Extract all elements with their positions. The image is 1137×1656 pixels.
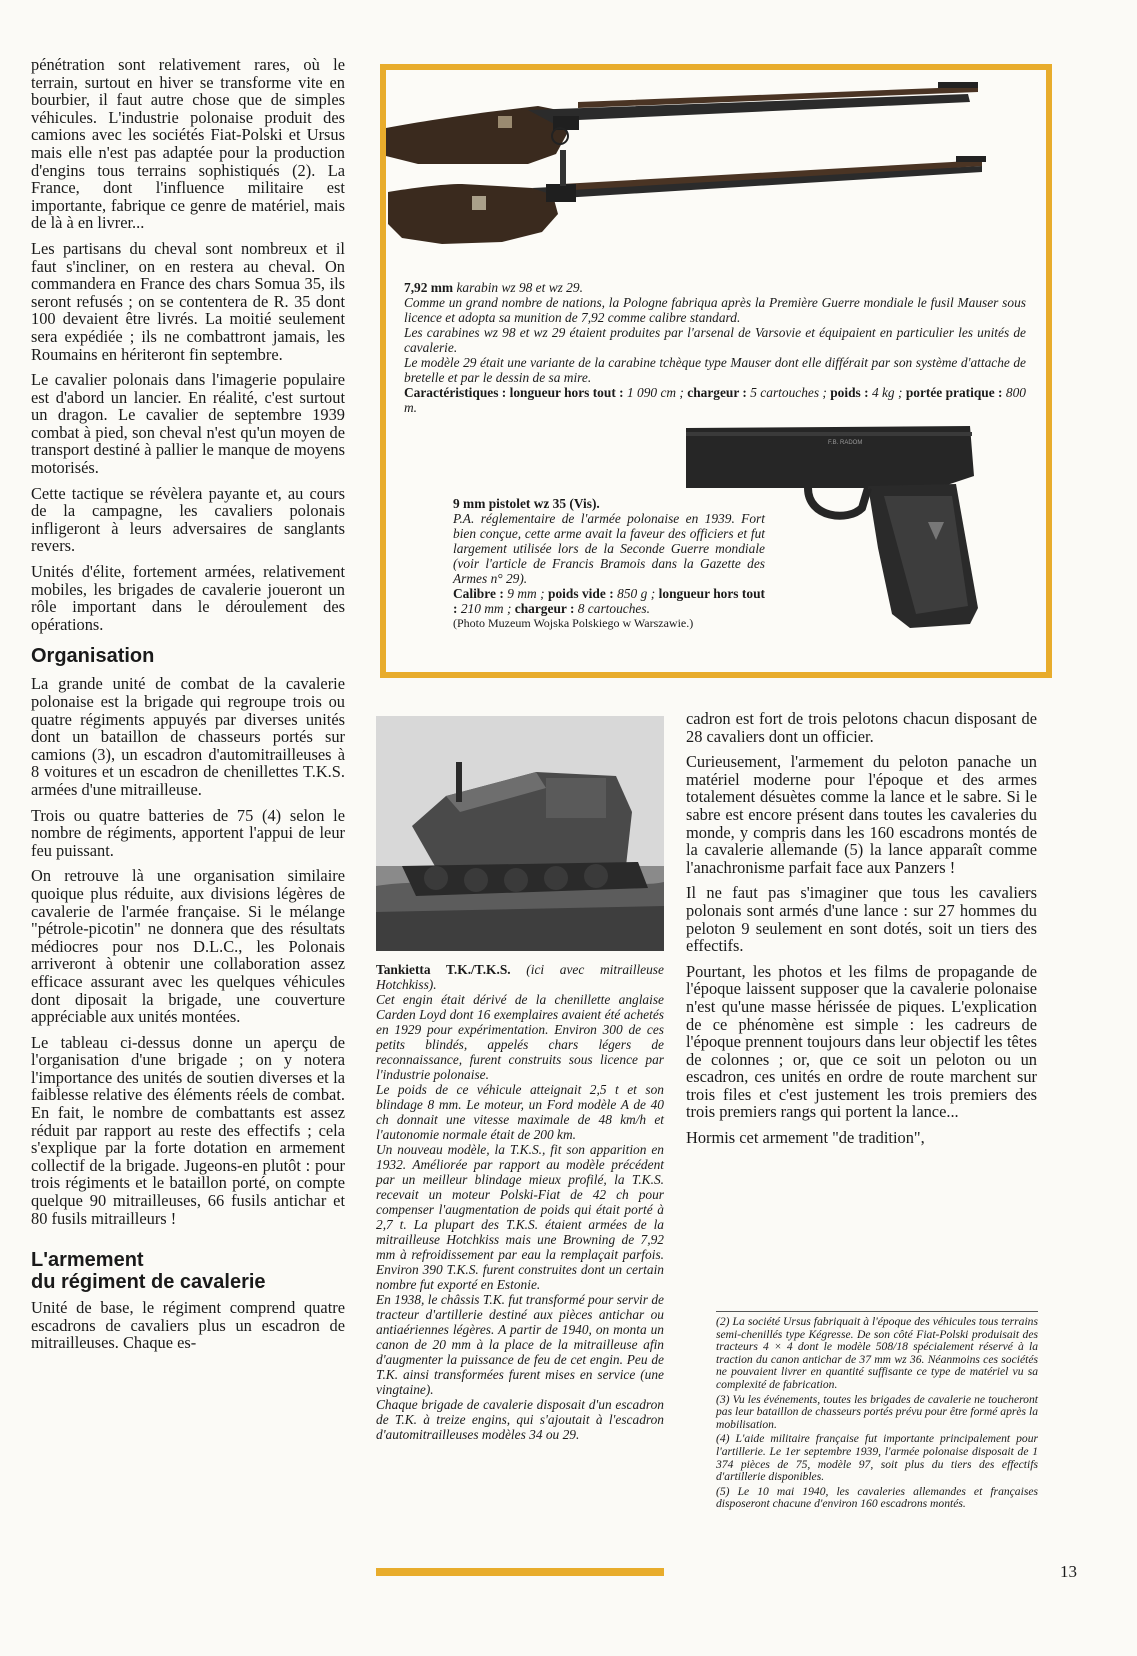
paragraph: Trois ou quatre batteries de 75 (4) selon le nombre de régiments, apportent l'appui de leur feu puissant.: [31, 805, 345, 860]
spec-value: 8 cartouches.: [577, 601, 650, 616]
paragraph: Le tableau ci-dessus donne un aperçu de l'organisation d'une brigade ; on y notera l'importance des unités de soutien diverses et la faiblesse relative des éléments réels de combat. En fait, le nombre de combattants est assez réduit par rapport au reste des effectifs ; cela s'explique par la forte dotation en armement collectif de la brigade. Jugeons-en plutôt : pour trois régiments et le bataillon porté, on compte quelque 90 mitrailleuses, 66 fusils antichar et 80 fusils mitrailleurs !: [31, 1032, 345, 1228]
tankette-title-text: Tankietta T.K./T.K.S.: [376, 962, 511, 977]
column-left: [31, 56, 345, 1360]
paragraph: Hormis cet armement "de tradition",: [686, 1128, 925, 1148]
paragraph: pénétration sont relativement rares, où le terrain, surtout en hiver se transforme vite en bourbier, il faut autre chose que de simples véhicules. L'industrie polonaise produit des camions avec les sociétés Fiat-Polski et Ursus mais elle n'est pas adaptée pour la production d'engins tous terrains sophistiqués (2). La France, dont l'influence militaire est importante, fabrique ce genre de matériel, mais de là à en livrer...: [31, 55, 345, 233]
weapons-box: [380, 64, 1052, 678]
spec-label: portée pratique :: [905, 385, 1003, 400]
paragraph: Unité de base, le régiment comprend quatre escadrons de cavaliers plus un escadron de mitrailleuses. Chaque es-: [31, 1298, 345, 1353]
tankette-title: [376, 962, 664, 992]
spec-value: 210 mm ;: [460, 601, 512, 616]
spec-value: 9 mm ;: [507, 586, 545, 601]
spec-label: Caractéristiques : longueur hors tout :: [404, 385, 624, 400]
spec-label: poids :: [830, 385, 869, 400]
tankette-text: Chaque brigade de cavalerie disposait d'un escadron de T.K. à treize engins, qui s'ajoutait à l'escadron d'automitrailleuses modèles 34 ou 29.: [376, 1397, 664, 1442]
pistol-title-text: 9 mm pistolet wz 35 (Vis).: [453, 496, 600, 511]
footnote: (5) Le 10 mai 1940, les cavaleries allemandes et françaises disposeront chacune d'environ 160 escadrons montés.: [716, 1484, 1038, 1511]
rifle-name: karabin wz 98 et wz 29.: [456, 280, 583, 295]
spec-value: 4 kg ;: [871, 385, 903, 400]
pistol-title: [453, 496, 765, 511]
heading-line-2: du régiment de cavalerie: [31, 1271, 266, 1294]
svg-text:F.B. RADOM: F.B. RADOM: [828, 440, 863, 446]
rifle-text: Les carabines wz 98 et wz 29 étaient produites par l'arsenal de Varsovie et équipaient en particulier les unités de cavalerie.: [404, 325, 1026, 355]
tankette-image: [376, 716, 664, 951]
footnote: (3) Vu les événements, toutes les brigades de cavalerie ne toucheront pas leur bataillon de chasseurs portés prévu pour être formé après la mobilisation.: [716, 1392, 1038, 1431]
rifle-specs: [404, 385, 1026, 415]
paragraph: Il ne faut pas s'imaginer que tous les cavaliers polonais sont armés d'une lance : sur 27 hommes du peloton 9 seulement en sont dotés, soit un tiers des effectifs.: [686, 883, 1037, 956]
paragraph: On retrouve là une organisation similaire quoique plus réduite, aux divisions légères de cavalerie de l'armée française. Si le mélange "pétrole-picotin" ne donnera que des résultats médiocres pour nos D.L.C., les Polonais arriveront à obtenir une collaboration assez efficace assurant avec les quelques véhicules dont diposait la brigade, une couverture appréciable aux unités montées.: [31, 866, 345, 1027]
heading-line-1: L'armement: [31, 1249, 144, 1272]
footnotes: [716, 1311, 1038, 1513]
paragraph: Le cavalier polonais dans l'imagerie populaire est d'abord un lancier. En réalité, c'est surtout un dragon. Le cavalier de septembre 1939 combat à pied, son cheval n'est qu'un moyen de transport destiné à pallier le manque de moyens motorisés.: [31, 370, 345, 478]
tankette-caption: [376, 962, 664, 1442]
spec-value: 1 090 cm ;: [626, 385, 684, 400]
pistol-specs: [453, 586, 765, 616]
spec-value: 850 g ;: [617, 586, 656, 601]
pistol-text: P.A. réglementaire de l'armée polonaise en 1939. Fort bien conçue, cette arme avait la faveur des officiers et fut largement utilisée lors de la Seconde Guerre mondiale (voir l'article de Francis Bramois dans la Gazette des Armes n° 29).: [453, 511, 765, 586]
footnote: (2) La société Ursus fabriquait à l'époque des véhicules tous terrains semi-chenillés type Kégresse. De son côté Fiat-Polski produisait des tracteurs 4 × 4 dont le modèle 508/18 spécialement réservé à la traction du canon antichar de 37 mm wz 36. Néanmoins ces sociétés ne pouvaient livrer en quantité suffisante ce type de matériel vu sa complexité de fabrication.: [716, 1315, 1038, 1391]
paragraph: Pourtant, les photos et les films de propagande de l'époque laissent supposer que la cavalerie polonaise n'est qu'une masse hérissée de piques. L'explication de ce phénomène est simple : les cadreurs de l'époque prennent toujours dans leur objectif les têtes de colonnes ; or, que ce soit un peloton ou un escadron, ces unités en ordre de route marchent sur trois files et c'est justement les trois premiers des trois premiers rangs qui portent la lance...: [686, 961, 1037, 1122]
spec-label: chargeur :: [687, 385, 747, 400]
column-right: [686, 710, 1037, 1155]
caption-underline-bar: [376, 1568, 664, 1576]
tankette-subtitle: (ici avec mitrailleuse Hotchkiss).: [376, 962, 664, 992]
pistol-caption: [453, 496, 765, 631]
spec-label: longueur hors tout :: [453, 586, 765, 616]
paragraph: Les partisans du cheval sont nombreux et il faut s'incliner, on en restera au cheval. On commandera en France des chars Somua 35, ils seront refusés ; on se contentera de R. 35 dont 100 devaient être livrés. La moitié seulement sera expédiée ; ils ne combattront jamais, les Roumains en hériteront fin septembre.: [31, 238, 345, 364]
rifle-caliber: 7,92 mm: [404, 280, 454, 295]
rifle-text: Comme un grand nombre de nations, la Pologne fabriqua après la Première Guerre mondiale le fusil Mauser sous licence et adopta sa munition de 7,92 comme calibre standard.: [404, 295, 1026, 325]
section-heading-organisation: Organisation: [31, 645, 155, 668]
rifle-wz29-image: [382, 144, 1042, 254]
paragraph: Curieusement, l'armement du peloton panache un matériel moderne pour l'époque et des armes totalement désuètes comme la lance et le sabre. Si le sabre est encore présent dans toutes les cavaleries du monde, y compris dans les 160 escadrons montés de la cavalerie allemande (5) la lance apparaît comme l'anachronisme parfait face aux Panzers !: [686, 752, 1037, 877]
footnote: (4) L'aide militaire française fut importante principalement pour l'artillerie. Le 1er septembre 1939, l'armée polonaise disposait de 1 374 pièces de 75, modèle 97, soit plus du tiers des effectifs d'artillerie disponibles.: [716, 1432, 1038, 1484]
tankette-text: Un nouveau modèle, la T.K.S., fit son apparition en 1932. Améliorée par rapport au modèle précédent par un meilleur blindage mieux profilé, la T.K.S. recevait un moteur Polski-Fiat de 42 ch pour compenser l'augmentation de poids qui était porté à 2,7 t. La plupart des T.K.S. étaient armées de la mitrailleuse Hotchkiss mais une Browning de 7,92 mm à refroidissement par eau la remplaçait parfois. Environ 390 T.K.S. furent construites dont un certain nombre fut exporté en Estonie.: [376, 1142, 664, 1292]
spec-label: chargeur :: [514, 601, 575, 616]
rifle-text: Le modèle 29 était une variante de la carabine tchèque type Mauser dont elle différait par son système d'attache de bretelle et par le dessin de sa mire.: [404, 355, 1026, 385]
section-heading-armement: [31, 1249, 345, 1293]
spec-value: 5 cartouches ;: [750, 385, 827, 400]
tankette-text: En 1938, le châssis T.K. fut transformé pour servir de tracteur d'artillerie destiné aux pièces antichar ou antiaériennes légères. A partir de 1940, on monta un canon de 20 mm à la place de la mitrailleuse afin d'augmenter la puissance de feu de cet engin. Peu de T.K. ainsi transformées furent mises en service (une vingtaine).: [376, 1292, 664, 1397]
tankette-text: Cet engin était dérivé de la chenillette anglaise Carden Loyd dont 16 exemplaires avaient été achetés en 1929 pour expérimentation. Environ 300 de ces petits blindés, appelés chars légers de reconnaissance, furent construits sous licence par l'industrie polonaise.: [376, 992, 664, 1082]
tankette-text: Le poids de ce véhicule atteignait 2,5 t et son blindage 8 mm. Le moteur, un Ford modèle A de 40 ch donnait une vitesse maximale de 48 km/h et l'autonomie normale était de 200 km.: [376, 1082, 664, 1142]
spec-value: 800 m.: [404, 385, 1026, 415]
page-number: 13: [1060, 1562, 1077, 1581]
rifle-caption: [404, 280, 1026, 415]
spec-label: Calibre :: [453, 586, 504, 601]
paragraph: Unités d'élite, fortement armées, relativement mobiles, les brigades de cavalerie joueront un rôle important dans le déroulement des opérations.: [31, 562, 345, 634]
rifle-caption-title: [404, 280, 1026, 295]
paragraph: Cette tactique se révèlera payante et, au cours de la campagne, les cavaliers polonais infligeront à leurs adversaires de sanglants revers.: [31, 483, 345, 556]
paragraph: La grande unité de combat de la cavalerie polonaise est la brigade qui regroupe trois ou quatre régiments appuyés par diverses unités dont un bataillon de chasseurs portés sur camions (3), un escadron d'automitrailleuses à 8 voitures et un escadron de chenillettes T.K.S. armées d'une mitrailleuse.: [31, 674, 345, 799]
paragraph: cadron est fort de trois pelotons chacun disposant de 28 cavaliers dont un officier.: [686, 709, 1037, 746]
photo-credit: (Photo Muzeum Wojska Polskiego w Warszawie.): [453, 616, 694, 630]
tankette-photo: [376, 716, 664, 951]
spec-label: poids vide :: [548, 586, 614, 601]
